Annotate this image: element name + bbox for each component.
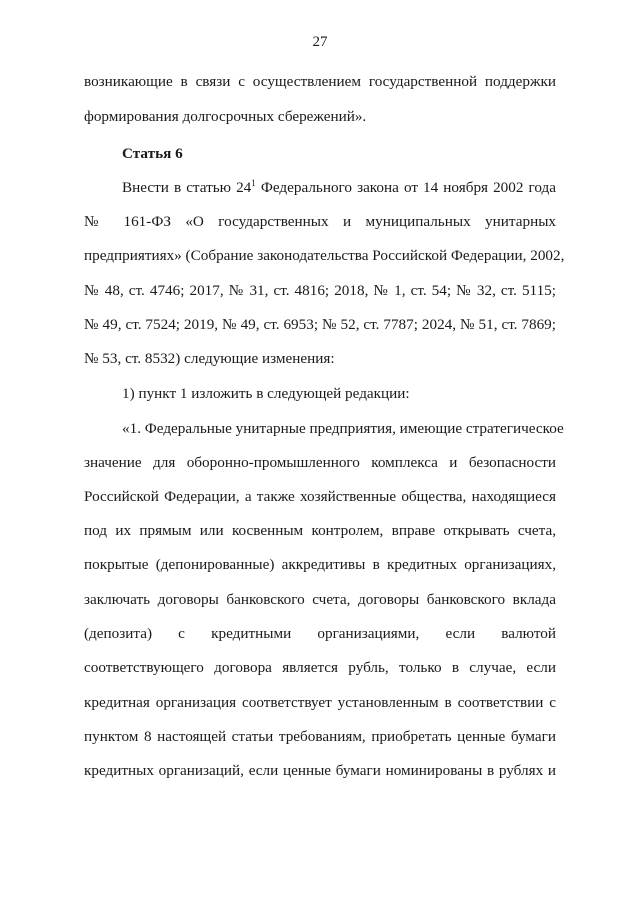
text-line: заключать договоры банковского счета, договоры банковского вклада — [84, 591, 556, 608]
text-line: Российской Федерации, а также хозяйственные общества, находящиеся — [84, 488, 556, 505]
text-line: покрытые (депонированные) аккредитивы в кредитных организациях, — [84, 556, 556, 573]
text-line: под их прямым или косвенным контролем, вправе открывать счета, — [84, 522, 556, 539]
text-fragment: Внести в статью 24 — [122, 179, 252, 196]
text-fragment: Федерального закона от 14 ноября 2002 года — [255, 179, 557, 196]
text-line: № 53, ст. 8532) следующие изменения: — [84, 350, 335, 367]
text-line: значение для оборонно-промышленного комплекса и безопасности — [84, 454, 556, 471]
text-line: (депозита) с кредитными организациями, если валютой — [84, 625, 556, 642]
superscript: 1 — [251, 178, 256, 188]
text-line: «1. Федеральные унитарные предприятия, имеющие стратегическое — [122, 420, 564, 437]
text-line: кредитных организаций, если ценные бумаги номинированы в рублях и — [84, 762, 556, 779]
text-line: № 161-ФЗ «О государственных и муниципальных унитарных — [84, 213, 556, 230]
text-line: № 49, ст. 7524; 2019, № 49, ст. 6953; № 52, ст. 7787; 2024, № 51, ст. 7869; — [84, 316, 556, 333]
article-heading: Статья 6 — [122, 145, 183, 162]
text-line: № 48, ст. 4746; 2017, № 31, ст. 4816; 2018, № 1, ст. 54; № 32, ст. 5115; — [84, 282, 556, 299]
list-item: 1) пункт 1 изложить в следующей редакции: — [122, 385, 410, 402]
text-line — [122, 178, 556, 198]
page-number: 27 — [312, 34, 328, 50]
text-line: предприятиях» (Собрание законодательства Российской Федерации, 2002, — [84, 247, 565, 264]
text-line: возникающие в связи с осуществлением государственной поддержки — [84, 73, 556, 90]
text-line: пунктом 8 настоящей статьи требованиям, приобретать ценные бумаги — [84, 728, 556, 745]
text-line: кредитная организация соответствует установленным в соответствии с — [84, 694, 556, 711]
text-line: соответствующего договора является рубль, только в случае, если — [84, 659, 556, 676]
text-line: формирования долгосрочных сбережений». — [84, 108, 367, 125]
